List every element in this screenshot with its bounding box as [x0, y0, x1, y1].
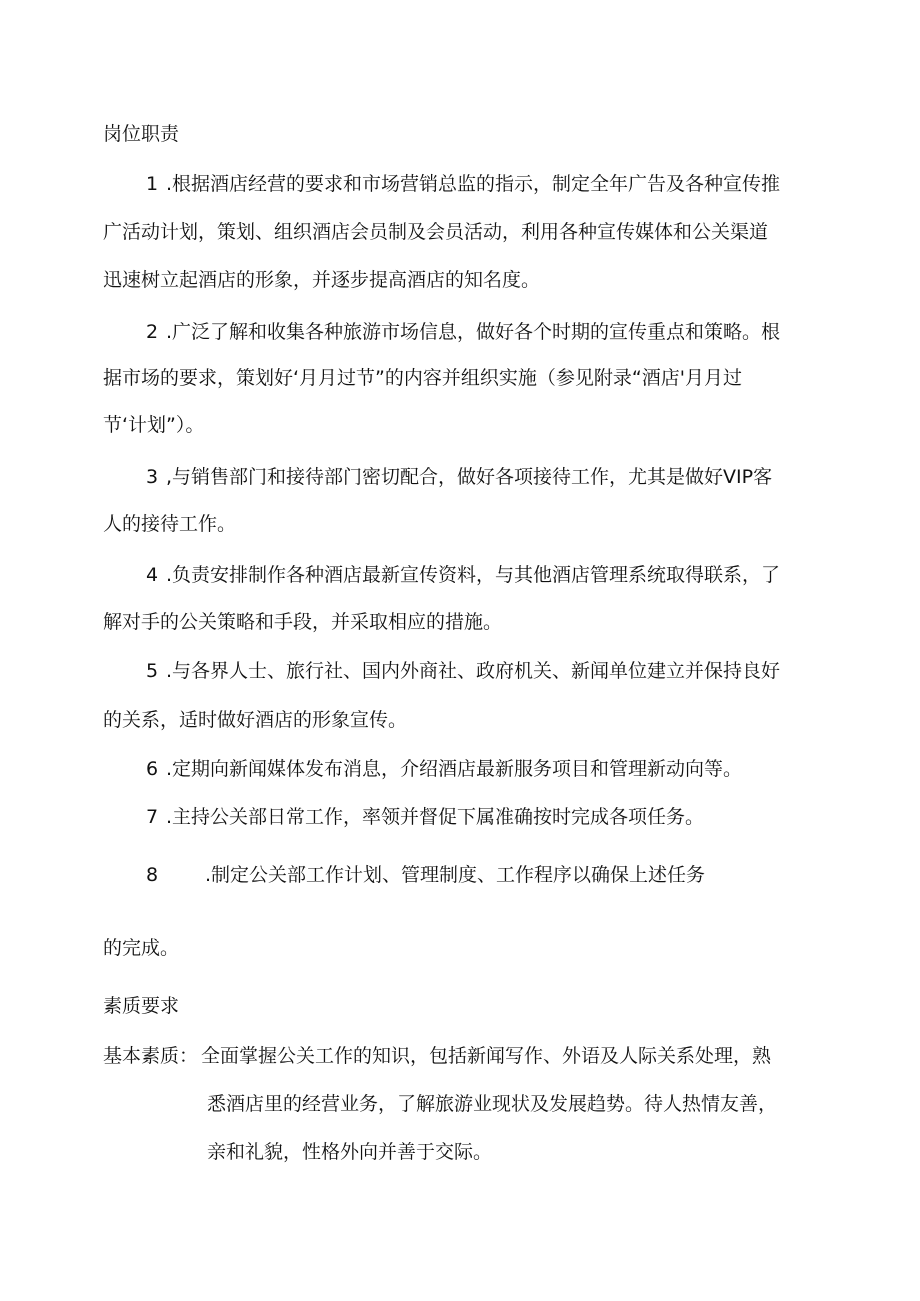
item-1-line-1: .根据酒店经营的要求和市场营销总监的指示，制定全年广告及各种宣传推: [166, 173, 781, 195]
basic-quality-line-3: 亲和礼貌，性格外向并善于交际。: [207, 1141, 493, 1163]
item-number-1: 1: [146, 173, 159, 195]
item-2-line-2: 据市场的要求，策划好‘月月过节”的内容并组织实施（参见附录“酒店'月月过: [103, 367, 742, 389]
item-number-2: 2: [146, 321, 159, 343]
basic-quality-line-1: 全面掌握公关工作的知识，包括新闻写作、外语及人际关系处理，熟: [201, 1045, 772, 1067]
item-3-line-1: ,与销售部门和接待部门密切配合，做好各项接待工作，尤其是做好VIP客: [166, 466, 773, 488]
item-5-line-1: .与各界人士、旅行社、国内外商社、政府机关、新闻单位建立并保持良好: [166, 660, 781, 682]
item-1-line-3: 迅速树立起酒店的形象，并逐步提高酒店的知名度。: [103, 269, 541, 291]
item-2-line-1: .广泛了解和收集各种旅游市场信息，做好各个时期的宣传重点和策略。根: [166, 321, 781, 343]
section-heading-duties: 岗位职责: [103, 123, 180, 145]
item-6-line-1: .定期向新闻媒体发布消息，介绍酒店最新服务项目和管理新动向等。: [166, 758, 743, 780]
item-3-line-2: 人的接待工作。: [103, 513, 237, 535]
item-number-3: 3: [146, 466, 159, 488]
item-4-line-1: .负责安排制作各种酒店最新宣传资料，与其他酒店管理系统取得联系，了: [166, 564, 781, 586]
basic-quality-line-2: 悉酒店里的经营业务，了解旅游业现状及发展趋势。待人热情友善，: [207, 1093, 778, 1115]
item-8-line-1: .制定公关部工作计划、管理制度、工作程序以确保上述任务: [205, 864, 706, 886]
item-number-6: 6: [146, 758, 159, 780]
item-4-line-2: 解对手的公关策略和手段，并采取相应的措施。: [103, 611, 503, 633]
item-number-8: 8: [146, 864, 159, 886]
item-8-line-2: 的完成。: [103, 937, 180, 959]
item-2-line-3: 节‘计划”）。: [103, 414, 205, 436]
item-7-line-1: .主持公关部日常工作，率领并督促下属准确按时完成各项任务。: [166, 806, 705, 828]
item-5-line-2: 的关系，适时做好酒店的形象宣传。: [103, 709, 408, 731]
item-number-7: 7: [146, 806, 159, 828]
item-1-line-2: 广活动计划，策划、组织酒店会员制及会员活动，利用各种宣传媒体和公关渠道: [103, 221, 769, 243]
item-number-5: 5: [146, 660, 159, 682]
item-number-4: 4: [146, 564, 159, 586]
section-heading-requirements: 素质要求: [103, 995, 180, 1017]
basic-quality-label: 基本素质：: [103, 1045, 199, 1067]
